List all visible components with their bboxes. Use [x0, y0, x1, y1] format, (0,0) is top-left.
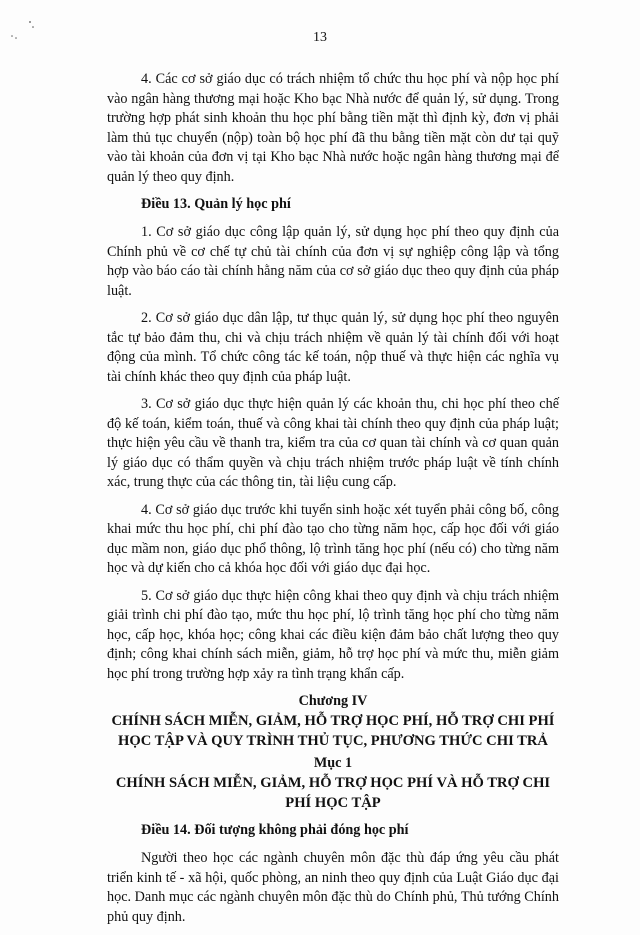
article-13-clause-3: 3. Cơ sở giáo dục thực hiện quản lý các khoản thu, chi học phí theo chế độ kế toán, kiểm toán, thuế và công khai tài chính theo quy định của pháp luật; thực hiện yêu cầu về thanh tra, kiểm tra của cơ quan tài chính và cơ quan quản lý giáo dục có thẩm quyền và chịu trách nhiệm trước pháp luật về tính chính xác, trung thực của các thông tin, tài liệu cung cấp.: [107, 396, 559, 490]
article-13-clause-1: 1. Cơ sở giáo dục công lập quản lý, sử dụng học phí theo quy định của Chính phủ về cơ chế tự chủ tài chính của đơn vị sự nghiệp công lập và tổng hợp vào báo cáo tài chính hằng năm của cơ sở giáo dục theo quy định của pháp luật.: [107, 224, 559, 299]
article-13-clause-2: 2. Cơ sở giáo dục dân lập, tư thục quản lý, sử dụng học phí theo nguyên tắc tự bảo đảm thu, chi và chịu trách nhiệm về quản lý tài chính đối với hoạt động của mình. Tổ chức công tác kế toán, nộp thuế và thực hiện các nghĩa vụ tài chính khác theo quy định của pháp luật.: [107, 310, 559, 385]
chapter-title: Chương IV: [298, 693, 368, 709]
article-14-paragraph: Người theo học các ngành chuyên môn đặc thù đáp ứng yêu cầu phát triển kinh tế - xã hội, quốc phòng, an ninh theo quy định của Luật Giáo dục đại học. Danh mục các ngành chuyên môn đặc thù do Chính phủ, Thủ tướng Chính phủ quy định.: [107, 850, 559, 925]
article-14-heading: Điều 14. Đối tượng không phải đóng học phí: [141, 822, 409, 838]
article-13-clause-4: 4. Cơ sở giáo dục trước khi tuyển sinh hoặc xét tuyển phải công bố, công khai mức thu học phí, chi phí đào tạo cho từng năm học, cấp học đối với giáo dục mầm non, giáo dục phổ thông, lộ trình tăng học phí (nếu có) cho từng năm học và dự kiến cho cả khóa học đối với giáo dục đại học.: [107, 501, 559, 576]
chapter-heading: CHÍNH SÁCH MIỄN, GIẢM, HỖ TRỢ HỌC PHÍ, HỖ TRỢ CHI PHÍ HỌC TẬP VÀ QUY TRÌNH THỦ TỤC, PHƯƠNG THỨC CHI TRẢ: [111, 713, 555, 749]
paragraph-clause-4-fee-collection: 4. Các cơ sở giáo dục có trách nhiệm tổ chức thu học phí và nộp học phí vào ngân hàng thương mại hoặc Kho bạc Nhà nước để quản lý, sử dụng. Trong trường hợp phát sinh khoản thu học phí bằng tiền mặt thì định kỳ, đơn vị phải làm thủ tục chuyển (nộp) toàn bộ học phí đã thu bằng tiền mặt còn dư tại quỹ vào tài khoản của đơn vị tại Kho bạc Nhà nước hoặc ngân hàng thương mại để quản lý theo quy định.: [107, 71, 559, 185]
article-13-clause-5: 5. Cơ sở giáo dục thực hiện công khai theo quy định và chịu trách nhiệm giải trình chi phí đào tạo, mức thu học phí, lộ trình tăng học phí cho từng năm học, cấp học, khóa học; công khai các điều kiện đảm bảo chất lượng theo quy định; công khai chính sách miễn, giảm, hỗ trợ học phí và mức thu, miễn giảm học phí trong trường hợp xảy ra tình trạng khẩn cấp.: [107, 587, 559, 682]
section-title: Mục 1: [313, 755, 353, 771]
document-body: [107, 70, 559, 935]
page-number: 13: [313, 30, 327, 45]
article-13-heading: Điều 13. Quản lý học phí: [141, 196, 291, 212]
section-heading: CHÍNH SÁCH MIỄN, GIẢM, HỖ TRỢ HỌC PHÍ VÀ HỖ TRỢ CHI PHÍ HỌC TẬP: [115, 775, 551, 811]
